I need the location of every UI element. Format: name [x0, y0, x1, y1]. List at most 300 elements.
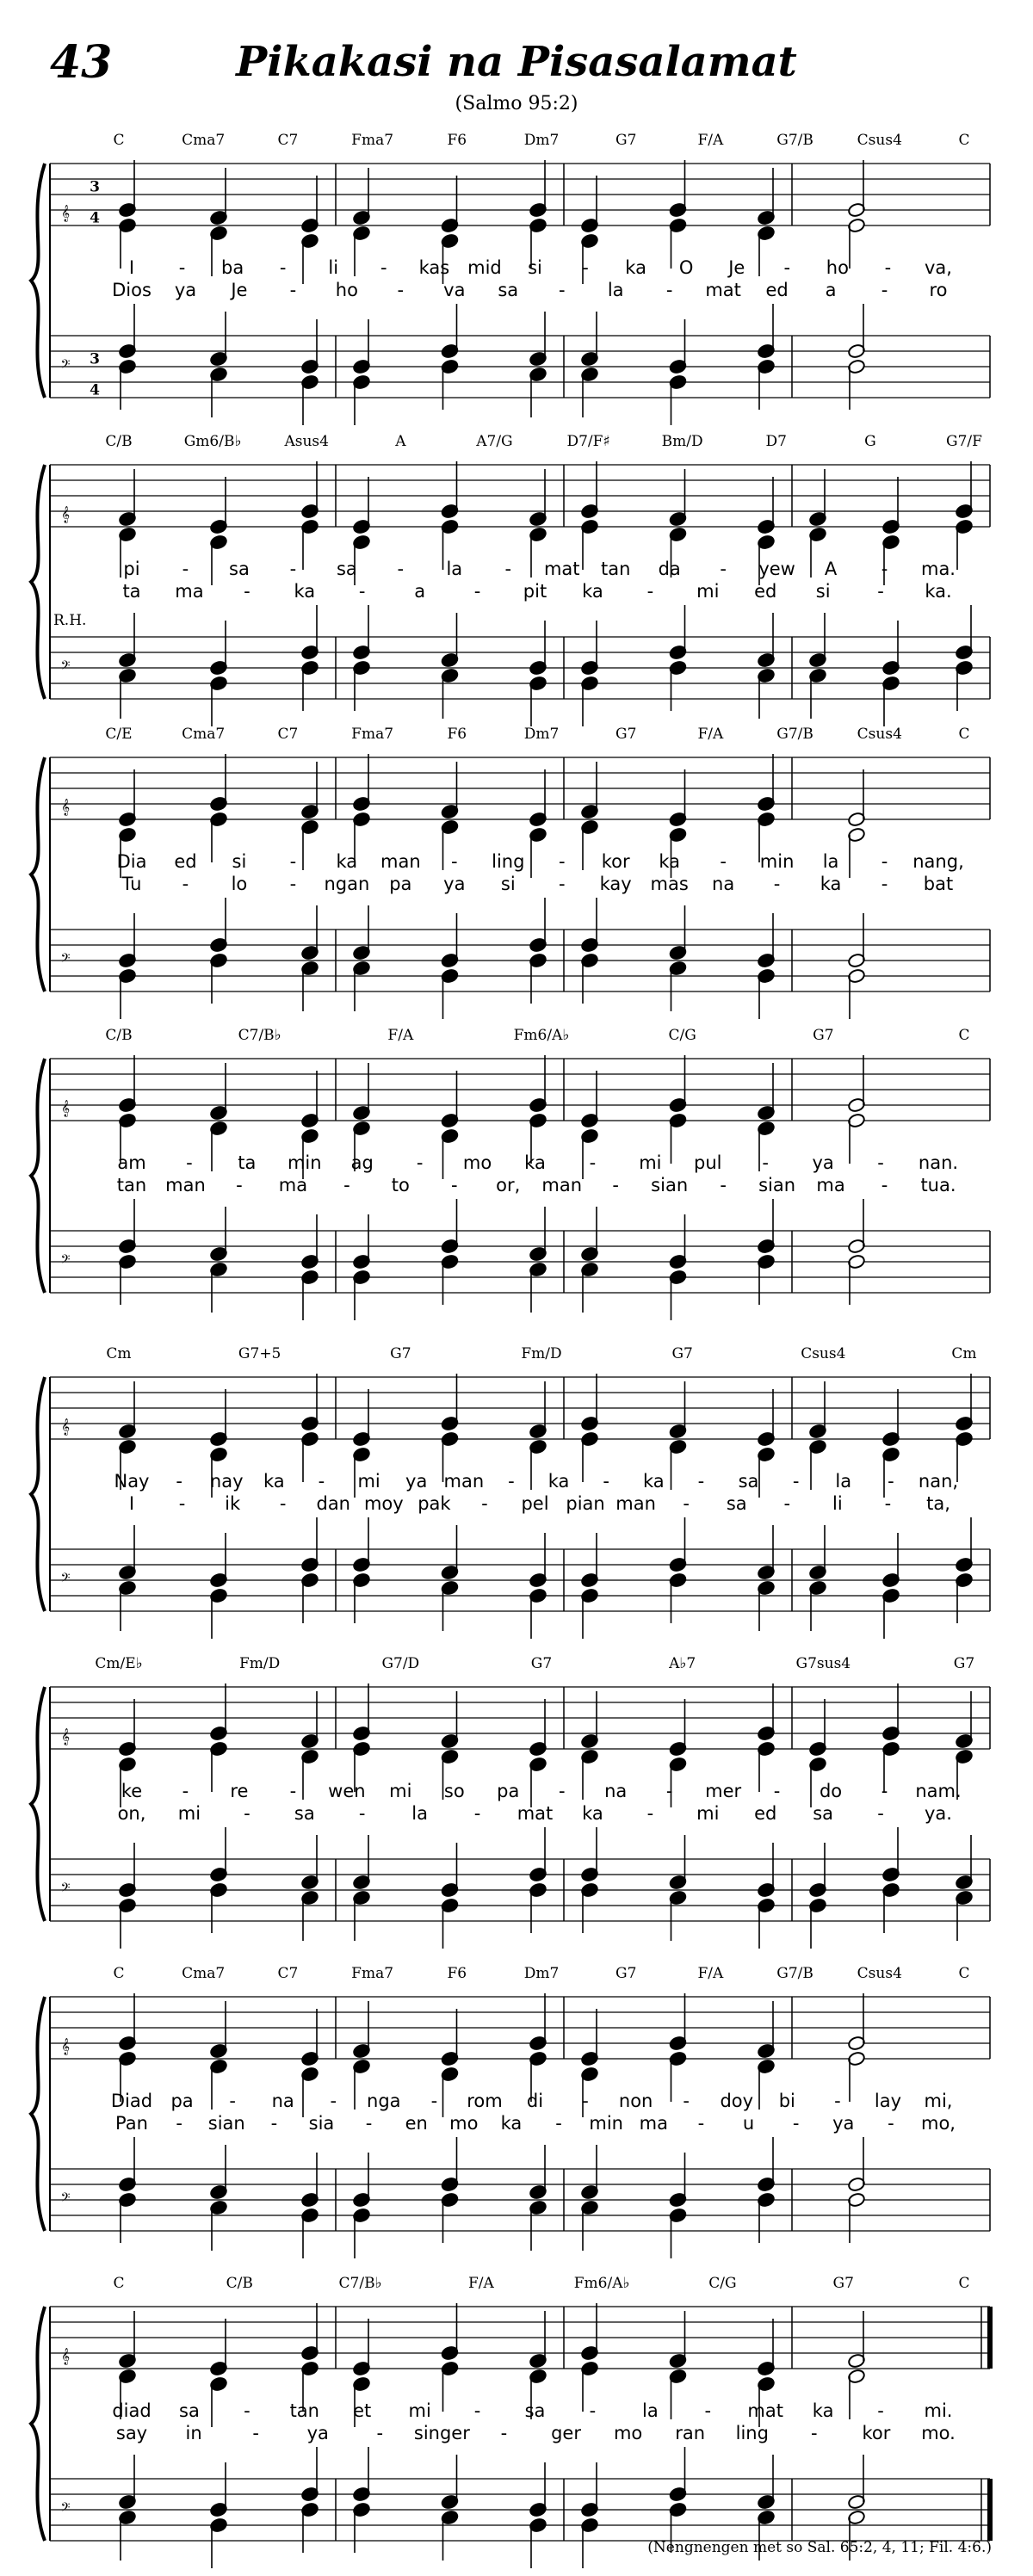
- music-system: [31, 1027, 990, 1320]
- lyric-line-2: man: [615, 1493, 656, 1514]
- lyric-line-2: lo: [231, 874, 248, 894]
- lyric-line-2: -: [884, 1493, 892, 1514]
- lyric-line-1: mid: [467, 257, 502, 278]
- chord-symbol: F6: [447, 132, 467, 149]
- lyric-line-1: min: [759, 851, 795, 872]
- lyric-line-1: -: [473, 2400, 481, 2421]
- treble-clef-icon: 𝄞: [60, 2348, 71, 2365]
- lyric-line-1: Dia: [116, 851, 147, 872]
- lyric-line-2: Tu: [121, 874, 142, 894]
- brace: [31, 465, 45, 699]
- lyric-line-2: -: [279, 1493, 287, 1514]
- chord-symbol: G7: [615, 1965, 637, 1982]
- lyric-line-1: ke: [121, 1781, 143, 1801]
- chord-symbol: C: [958, 2275, 970, 2292]
- chord-symbol: Fma7: [351, 726, 394, 743]
- lyric-line-2: -: [558, 874, 566, 894]
- lyric-line-2: -: [646, 1803, 654, 1824]
- lyric-line-2: min: [589, 2113, 623, 2134]
- lyric-line-2: -: [252, 2423, 259, 2443]
- lyric-line-1: -: [877, 2400, 884, 2421]
- lyric-line-2: -: [500, 2423, 508, 2443]
- lyric-line-2: si: [500, 874, 516, 894]
- time-signature-bottom: 4: [90, 209, 100, 227]
- lyric-line-2: ro: [929, 280, 948, 300]
- lyric-line-1: -: [451, 851, 458, 872]
- lyric-line-1: -: [182, 1781, 189, 1801]
- lyric-line-2: ka: [294, 581, 316, 602]
- lyric-line-2: mi: [696, 581, 720, 602]
- chord-symbol: G7/B: [776, 1965, 813, 1982]
- lyric-line-1: -: [792, 1471, 800, 1492]
- lyric-line-1: -: [289, 851, 297, 872]
- chord-symbol: A: [395, 433, 406, 450]
- lyric-line-2: man: [165, 1175, 206, 1195]
- chord-symbol: C: [113, 132, 125, 149]
- lyric-line-2: ma: [639, 2113, 668, 2134]
- chord-symbol: C: [958, 1965, 970, 1982]
- lyric-line-1: -: [176, 1471, 182, 1492]
- lyric-line-2: li: [832, 1493, 843, 1514]
- chord-symbol: C: [958, 726, 970, 743]
- lyric-line-2: -: [451, 1175, 458, 1195]
- chord-symbol: G7/B: [776, 132, 813, 149]
- lyric-line-1: Nay: [114, 1471, 150, 1492]
- lyric-line-1: -: [881, 1781, 888, 1801]
- chord-symbol: Cma7: [182, 1965, 226, 1982]
- chord-symbol: F6: [447, 726, 467, 743]
- lyric-line-1: -: [773, 1781, 781, 1801]
- lyric-line-2: singer: [413, 2423, 470, 2443]
- lyric-line-2: pak: [418, 1493, 451, 1514]
- bass-clef-icon: 𝄢: [60, 1881, 71, 1899]
- lyric-line-1: -: [834, 2091, 841, 2111]
- lyric-line-1: mi.: [924, 2400, 953, 2421]
- lyric-line-1: va,: [925, 257, 952, 278]
- lyric-line-2: -: [473, 1803, 481, 1824]
- lyric-line-2: -: [881, 874, 888, 894]
- lyric-line-2: sian: [207, 2113, 245, 2134]
- time-signature-top: 3: [90, 350, 100, 368]
- treble-clef-icon: 𝄞: [60, 506, 71, 523]
- lyric-line-1: ka: [812, 2400, 834, 2421]
- chord-symbol: Fm/D: [239, 1655, 281, 1672]
- lyric-line-1: kas: [418, 257, 450, 278]
- chord-symbol: C7: [277, 132, 299, 149]
- lyric-line-2: -: [783, 1493, 791, 1514]
- lyric-line-2: -: [646, 581, 654, 602]
- lyric-line-2: ngan: [324, 874, 370, 894]
- lyric-line-1: A: [824, 559, 838, 579]
- lyric-line-2: mat: [516, 1803, 554, 1824]
- time-signature-top: 3: [90, 178, 100, 196]
- lyric-line-1: -: [508, 1471, 515, 1492]
- lyric-line-1: la: [835, 1471, 852, 1492]
- music-system: [31, 1965, 990, 2258]
- lyric-line-2: -: [665, 280, 673, 300]
- lyric-line-2: -: [182, 874, 189, 894]
- lyric-line-1: -: [380, 257, 387, 278]
- chord-symbol: G7: [953, 1655, 975, 1672]
- treble-clef-icon: 𝄞: [60, 799, 71, 816]
- lyric-line-1: wen: [328, 1781, 366, 1801]
- lyric-line-2: mi: [696, 1803, 720, 1824]
- chord-symbol: G7sus4: [795, 1655, 851, 1672]
- lyric-line-1: tan: [289, 2400, 319, 2421]
- bass-clef-icon: 𝄢: [60, 2190, 71, 2208]
- lyric-line-1: -: [881, 559, 888, 579]
- lyric-line-2: si: [815, 581, 831, 602]
- chord-symbol: Fma7: [351, 132, 394, 149]
- lyric-line-1: ya: [405, 1471, 428, 1492]
- lyric-line-2: -: [881, 1175, 888, 1195]
- lyric-line-1: man: [380, 851, 421, 872]
- lyric-line-1: -: [783, 257, 791, 278]
- lyric-line-2: a: [414, 581, 426, 602]
- lyric-line-1: la: [642, 2400, 659, 2421]
- lyric-line-2: I: [128, 1493, 135, 1514]
- lyric-line-1: -: [330, 2091, 337, 2111]
- lyric-line-2: ka: [582, 581, 603, 602]
- lyric-line-2: sia: [308, 2113, 335, 2134]
- lyric-line-2: -: [289, 280, 297, 300]
- lyric-line-1: -: [430, 2091, 438, 2111]
- lyric-line-1: -: [178, 257, 186, 278]
- bass-clef-icon: 𝄢: [60, 951, 71, 969]
- lyric-line-1: ling: [492, 851, 525, 872]
- lyric-line-2: sa: [498, 280, 519, 300]
- lyric-line-2: la: [411, 1803, 428, 1824]
- lyric-line-1: sa: [229, 559, 250, 579]
- lyric-line-2: -: [473, 581, 481, 602]
- lyric-line-2: Dios: [112, 280, 152, 300]
- lyric-line-2: -: [888, 2113, 894, 2134]
- lyric-line-1: la: [822, 851, 839, 872]
- lyric-line-1: nang,: [912, 851, 964, 872]
- lyric-line-1: -: [697, 1471, 705, 1492]
- lyric-line-1: pi: [123, 559, 140, 579]
- lyric-line-2: ma: [816, 1175, 845, 1195]
- chord-symbol: C: [113, 1965, 125, 1982]
- lyric-line-2: -: [877, 1803, 884, 1824]
- lyric-line-2: ka: [582, 1803, 603, 1824]
- treble-clef-icon: 𝄞: [60, 205, 71, 222]
- lyric-line-2: -: [697, 2113, 705, 2134]
- chord-symbol: Bm/D: [661, 433, 703, 450]
- brace: [31, 1687, 45, 1921]
- chord-symbol: Cm/E♭: [95, 1655, 143, 1672]
- lyric-line-1: -: [582, 2091, 589, 2111]
- lyric-line-2: -: [612, 1175, 619, 1195]
- hymn-title: Pikakasi na Pisasalamat: [236, 38, 797, 86]
- lyric-line-1: ya: [812, 1152, 834, 1173]
- lyric-line-2: man: [541, 1175, 583, 1195]
- lyric-line-1: ma.: [920, 559, 956, 579]
- lyric-line-2: mo: [449, 2113, 479, 2134]
- lyric-line-1: yew: [758, 559, 795, 579]
- lyric-line-1: ka: [642, 1471, 665, 1492]
- lyric-line-2: -: [244, 581, 251, 602]
- treble-clef-icon: 𝄞: [60, 2038, 71, 2055]
- lyric-line-2: ger: [551, 2423, 581, 2443]
- lyric-line-1: -: [504, 559, 512, 579]
- lyric-line-2: sian: [758, 1175, 796, 1195]
- lyric-line-1: Je: [728, 257, 745, 278]
- lyric-line-2: ho: [335, 280, 358, 300]
- lyric-line-1: ka: [263, 1471, 285, 1492]
- lyric-line-2: pit: [523, 581, 547, 602]
- lyric-line-1: -: [720, 851, 727, 872]
- chord-symbol: Dm7: [523, 132, 560, 149]
- lyric-line-1: mi: [408, 2400, 431, 2421]
- chord-symbol: C/B: [105, 1027, 133, 1044]
- chord-symbol: C: [958, 132, 970, 149]
- lyric-line-2: to: [391, 1175, 410, 1195]
- lyric-line-2: -: [270, 2113, 278, 2134]
- lyric-line-2: -: [683, 1493, 690, 1514]
- bass-clef-icon: 𝄢: [60, 1571, 71, 1589]
- lyric-line-2: sian: [651, 1175, 689, 1195]
- lyric-line-2: pa: [389, 874, 412, 894]
- chord-symbol: C7/B♭: [338, 2275, 382, 2292]
- lyric-line-2: sa: [813, 1803, 834, 1824]
- lyric-line-1: kor: [601, 851, 630, 872]
- lyric-line-2: u: [742, 2113, 755, 2134]
- lyric-line-2: ik: [225, 1493, 241, 1514]
- lyric-line-2: ed: [754, 581, 777, 602]
- chord-symbol: G7: [615, 726, 637, 743]
- brace: [31, 1059, 45, 1293]
- chord-symbol: Gm6/B♭: [183, 433, 242, 450]
- lyric-line-1: ka: [524, 1152, 546, 1173]
- lyric-line-2: -: [555, 2113, 562, 2134]
- chord-symbol: C7: [277, 726, 299, 743]
- lyric-line-2: -: [877, 581, 884, 602]
- lyric-line-1: -: [589, 2400, 597, 2421]
- lyric-line-2: ka: [500, 2113, 523, 2134]
- lyric-line-1: -: [881, 851, 888, 872]
- lyric-line-2: -: [811, 2423, 818, 2443]
- lyric-line-2: en: [405, 2113, 428, 2134]
- lyric-line-1: ka: [547, 1471, 570, 1492]
- lyric-line-2: kay: [599, 874, 632, 894]
- lyric-line-1: -: [720, 559, 727, 579]
- lyric-line-2: sa: [294, 1803, 315, 1824]
- lyric-line-1: so: [443, 1781, 465, 1801]
- lyric-line-1: re: [230, 1781, 249, 1801]
- lyric-line-1: -: [279, 257, 287, 278]
- chord-symbol: C7: [277, 1965, 299, 1982]
- chord-symbol: Csus4: [801, 1345, 846, 1362]
- chord-symbol: Fm6/A♭: [513, 1027, 570, 1044]
- lyric-line-2: say: [115, 2423, 148, 2443]
- lyric-line-2: -: [358, 581, 366, 602]
- lyric-line-2: tua.: [920, 1175, 956, 1195]
- lyric-line-1: mi: [389, 1781, 412, 1801]
- lyric-line-1: et: [353, 2400, 372, 2421]
- lyric-line-1: lay: [874, 2091, 902, 2111]
- lyric-line-1: tan: [600, 559, 631, 579]
- bass-clef-icon: 𝄢: [60, 658, 71, 676]
- lyric-line-2: on,: [117, 1803, 146, 1824]
- treble-clef-icon: 𝄞: [60, 1100, 71, 1117]
- lyric-line-1: ba: [221, 257, 244, 278]
- lyric-line-2: na: [712, 874, 735, 894]
- lyric-line-2: in: [185, 2423, 202, 2443]
- lyric-line-2: -: [881, 280, 888, 300]
- lyric-line-2: va: [443, 280, 466, 300]
- lyric-line-2: -: [481, 1493, 488, 1514]
- lyric-line-1: bi: [778, 2091, 795, 2111]
- lyric-line-1: -: [888, 1471, 894, 1492]
- lyric-line-1: pa: [497, 1781, 520, 1801]
- lyric-line-1: ka: [659, 851, 681, 872]
- lyric-line-1: -: [762, 1152, 770, 1173]
- lyric-line-1: mat: [747, 2400, 783, 2421]
- chord-symbol: G7/D: [381, 1655, 420, 1672]
- brace: [31, 1997, 45, 2231]
- lyric-line-1: man: [443, 1471, 485, 1492]
- chord-symbol: G7+5: [238, 1345, 281, 1362]
- lyric-line-1: -: [182, 559, 189, 579]
- lyric-line-1: pa: [170, 2091, 194, 2111]
- chord-symbol: A♭7: [669, 1655, 696, 1672]
- lyric-line-1: min: [287, 1152, 322, 1173]
- lyric-line-1: mo: [462, 1152, 492, 1173]
- lyric-line-1: Diad: [110, 2091, 153, 2111]
- chord-symbol: C7/B♭: [238, 1027, 281, 1044]
- lyric-line-1: -: [558, 851, 566, 872]
- music-system: [31, 1655, 990, 1949]
- lyric-line-1: pul: [694, 1152, 722, 1173]
- lyric-line-2: mo,: [921, 2113, 956, 2134]
- lyric-line-2: mas: [650, 874, 689, 894]
- lyric-line-2: dan: [316, 1493, 351, 1514]
- lyric-line-1: -: [244, 2400, 251, 2421]
- bass-clef-icon: 𝄢: [60, 2500, 71, 2518]
- chord-symbol: Cma7: [182, 726, 226, 743]
- lyric-line-2: -: [343, 1175, 350, 1195]
- chord-symbol: F/A: [697, 1965, 724, 1982]
- chord-symbol: G7: [813, 1027, 834, 1044]
- lyric-line-1: -: [416, 1152, 424, 1173]
- lyric-line-1: -: [877, 1152, 884, 1173]
- lyric-line-1: sa: [524, 2400, 546, 2421]
- chord-symbol: C/G: [668, 1027, 696, 1044]
- chord-symbol: A7/G: [476, 433, 513, 450]
- lyric-line-2: pian: [566, 1493, 605, 1514]
- lyric-line-1: ag: [350, 1152, 374, 1173]
- lyric-line-1: O: [678, 257, 694, 278]
- lyric-line-2: -: [365, 2113, 373, 2134]
- lyric-line-2: ran: [675, 2423, 706, 2443]
- lyric-line-1: -: [603, 1471, 609, 1492]
- rh-marker: R.H.: [53, 612, 87, 629]
- lyric-line-1: doy: [720, 2091, 754, 2111]
- lyric-line-1: mi: [357, 1471, 380, 1492]
- chord-symbol: Cma7: [182, 132, 226, 149]
- chord-symbol: G7: [390, 1345, 411, 1362]
- lyric-line-2: mo.: [921, 2423, 956, 2443]
- lyric-line-2: ya.: [925, 1803, 952, 1824]
- chord-symbol: Asus4: [284, 433, 329, 450]
- chord-symbol: Dm7: [523, 726, 560, 743]
- chord-symbol: Csus4: [857, 1965, 902, 1982]
- chord-symbol: F/A: [387, 1027, 414, 1044]
- chord-symbol: C: [113, 2275, 125, 2292]
- chord-symbol: C/B: [226, 2275, 253, 2292]
- lyric-line-1: diad: [112, 2400, 152, 2421]
- lyric-line-1: ka: [625, 257, 646, 278]
- lyric-line-2: -: [289, 874, 297, 894]
- chord-symbol: D7/F♯: [566, 433, 610, 450]
- lyric-line-1: sa: [336, 559, 357, 579]
- music-system: [31, 726, 990, 1019]
- chord-symbol: C: [958, 1027, 970, 1044]
- lyric-line-1: nam.: [915, 1781, 962, 1801]
- lyric-line-2: ya: [174, 280, 197, 300]
- treble-clef-icon: 𝄞: [60, 1728, 71, 1745]
- lyric-line-1: I: [128, 257, 135, 278]
- lyric-line-2: -: [720, 1175, 727, 1195]
- lyric-line-1: ka: [336, 851, 358, 872]
- lyric-line-2: kor: [862, 2423, 891, 2443]
- lyric-line-1: -: [884, 257, 892, 278]
- chord-symbol: Cm: [951, 1345, 977, 1362]
- chord-symbol: F/A: [697, 726, 724, 743]
- lyric-line-2: ta,: [926, 1493, 950, 1514]
- lyric-line-1: -: [397, 559, 405, 579]
- treble-clef-icon: 𝄞: [60, 1418, 71, 1436]
- chord-symbol: C/B: [105, 433, 133, 450]
- lyric-line-2: -: [236, 1175, 243, 1195]
- chord-symbol: G7: [832, 2275, 854, 2292]
- lyric-line-1: mi: [639, 1152, 662, 1173]
- lyric-line-2: ka.: [925, 581, 952, 602]
- chord-symbol: Cm: [106, 1345, 132, 1362]
- chord-symbol: Fm6/A♭: [573, 2275, 630, 2292]
- lyric-line-1: si: [528, 257, 542, 278]
- footnote: (Nengnengen met so Sal. 65:2, 4, 11; Fil. 4:6.): [647, 2539, 992, 2556]
- chord-symbol: C/G: [708, 2275, 737, 2292]
- lyric-line-2: tan: [116, 1175, 147, 1195]
- chord-symbol: Fm/D: [521, 1345, 562, 1362]
- lyric-line-1: non: [618, 2091, 653, 2111]
- lyric-line-1: -: [229, 2091, 236, 2111]
- lyric-line-2: mat: [705, 280, 741, 300]
- lyric-line-1: -: [558, 1781, 566, 1801]
- lyric-line-1: -: [665, 1781, 673, 1801]
- lyric-line-2: a: [825, 280, 837, 300]
- lyric-line-1: ed: [174, 851, 197, 872]
- lyric-line-1: -: [589, 1152, 597, 1173]
- chord-symbol: G7/B: [776, 726, 813, 743]
- chord-symbol: Fma7: [351, 1965, 394, 1982]
- lyric-line-2: -: [176, 2113, 182, 2134]
- lyric-line-2: ed: [765, 280, 789, 300]
- lyric-line-2: bat: [923, 874, 954, 894]
- hymn-subtitle: (Salmo 95:2): [455, 93, 578, 114]
- lyric-line-2: pel: [521, 1493, 549, 1514]
- lyric-line-1: -: [704, 2400, 712, 2421]
- music-system: [31, 433, 990, 726]
- lyric-line-2: la: [607, 280, 624, 300]
- lyric-line-2: moy: [363, 1493, 404, 1514]
- lyric-line-1: nga: [367, 2091, 401, 2111]
- lyric-line-1: -: [683, 2091, 690, 2111]
- lyric-line-1: nay: [209, 1471, 244, 1492]
- bass-clef-icon: 𝄢: [60, 1252, 71, 1270]
